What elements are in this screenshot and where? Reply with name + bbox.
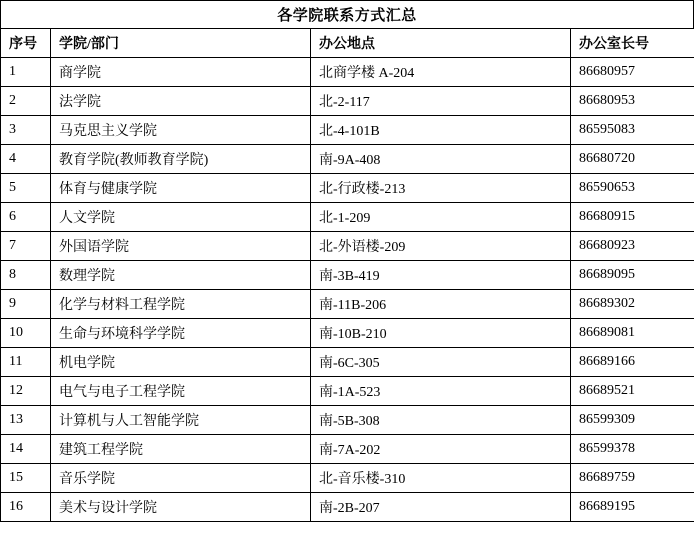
cell-phone: 86689166 [571,348,694,377]
column-header-location: 办公地点 [311,29,571,58]
cell-dept: 建筑工程学院 [51,435,311,464]
table-row [1,290,694,319]
cell-dept: 数理学院 [51,261,311,290]
cell-location: 南-9A-408 [311,145,571,174]
cell-phone: 86689302 [571,290,694,319]
cell-index: 4 [1,145,51,174]
cell-index: 7 [1,232,51,261]
cell-index: 9 [1,290,51,319]
cell-dept: 电气与电子工程学院 [51,377,311,406]
cell-index: 16 [1,493,51,522]
column-header-phone: 办公室长号 [571,29,694,58]
cell-phone: 86680923 [571,232,694,261]
table-row [1,435,694,464]
cell-location: 南-11B-206 [311,290,571,319]
cell-index: 6 [1,203,51,232]
cell-index: 1 [1,58,51,87]
table-row [1,174,694,203]
cell-location: 南-1A-523 [311,377,571,406]
cell-location: 南-10B-210 [311,319,571,348]
cell-location: 南-6C-305 [311,348,571,377]
cell-index: 14 [1,435,51,464]
document-title-bar [0,0,694,28]
cell-phone: 86680720 [571,145,694,174]
cell-phone: 86689195 [571,493,694,522]
cell-phone: 86680957 [571,58,694,87]
cell-location: 北-1-209 [311,203,571,232]
table-row [1,58,694,87]
cell-dept: 商学院 [51,58,311,87]
cell-phone: 86599378 [571,435,694,464]
cell-phone: 86689521 [571,377,694,406]
table-row [1,348,694,377]
college-contact-table [0,28,694,522]
cell-phone: 86599309 [571,406,694,435]
cell-location: 北-音乐楼-310 [311,464,571,493]
cell-index: 5 [1,174,51,203]
table-row [1,319,694,348]
table-row [1,464,694,493]
cell-dept: 生命与环境科学学院 [51,319,311,348]
cell-phone: 86680915 [571,203,694,232]
cell-index: 15 [1,464,51,493]
cell-dept: 法学院 [51,87,311,116]
cell-phone: 86680953 [571,87,694,116]
cell-phone: 86689095 [571,261,694,290]
table-row [1,261,694,290]
cell-phone: 86689759 [571,464,694,493]
cell-index: 10 [1,319,51,348]
cell-dept: 化学与材料工程学院 [51,290,311,319]
cell-location: 北-行政楼-213 [311,174,571,203]
column-header-index: 序号 [1,29,51,58]
cell-dept: 人文学院 [51,203,311,232]
cell-phone: 86689081 [571,319,694,348]
cell-location: 北-外语楼-209 [311,232,571,261]
cell-index: 11 [1,348,51,377]
cell-phone: 86590653 [571,174,694,203]
cell-index: 8 [1,261,51,290]
cell-index: 12 [1,377,51,406]
cell-dept: 马克思主义学院 [51,116,311,145]
cell-index: 13 [1,406,51,435]
table-row [1,116,694,145]
cell-location: 北-2-117 [311,87,571,116]
cell-dept: 教育学院(教师教育学院) [51,145,311,174]
cell-location: 南-5B-308 [311,406,571,435]
table-header [1,29,694,58]
table-row [1,232,694,261]
cell-dept: 美术与设计学院 [51,493,311,522]
cell-index: 2 [1,87,51,116]
cell-dept: 体育与健康学院 [51,174,311,203]
table-row [1,377,694,406]
column-header-dept: 学院/部门 [51,29,311,58]
cell-location: 北商学楼 A-204 [311,58,571,87]
cell-dept: 计算机与人工智能学院 [51,406,311,435]
table-row [1,406,694,435]
cell-location: 南-2B-207 [311,493,571,522]
table-row [1,493,694,522]
table-row [1,203,694,232]
cell-location: 南-3B-419 [311,261,571,290]
table-row [1,145,694,174]
cell-dept: 外国语学院 [51,232,311,261]
cell-index: 3 [1,116,51,145]
table-body [1,58,694,522]
page-title: 各学院联系方式汇总 [277,8,417,24]
cell-location: 南-7A-202 [311,435,571,464]
cell-dept: 音乐学院 [51,464,311,493]
table-header-row [1,29,694,58]
cell-phone: 86595083 [571,116,694,145]
table-row [1,87,694,116]
cell-location: 北-4-101B [311,116,571,145]
cell-dept: 机电学院 [51,348,311,377]
